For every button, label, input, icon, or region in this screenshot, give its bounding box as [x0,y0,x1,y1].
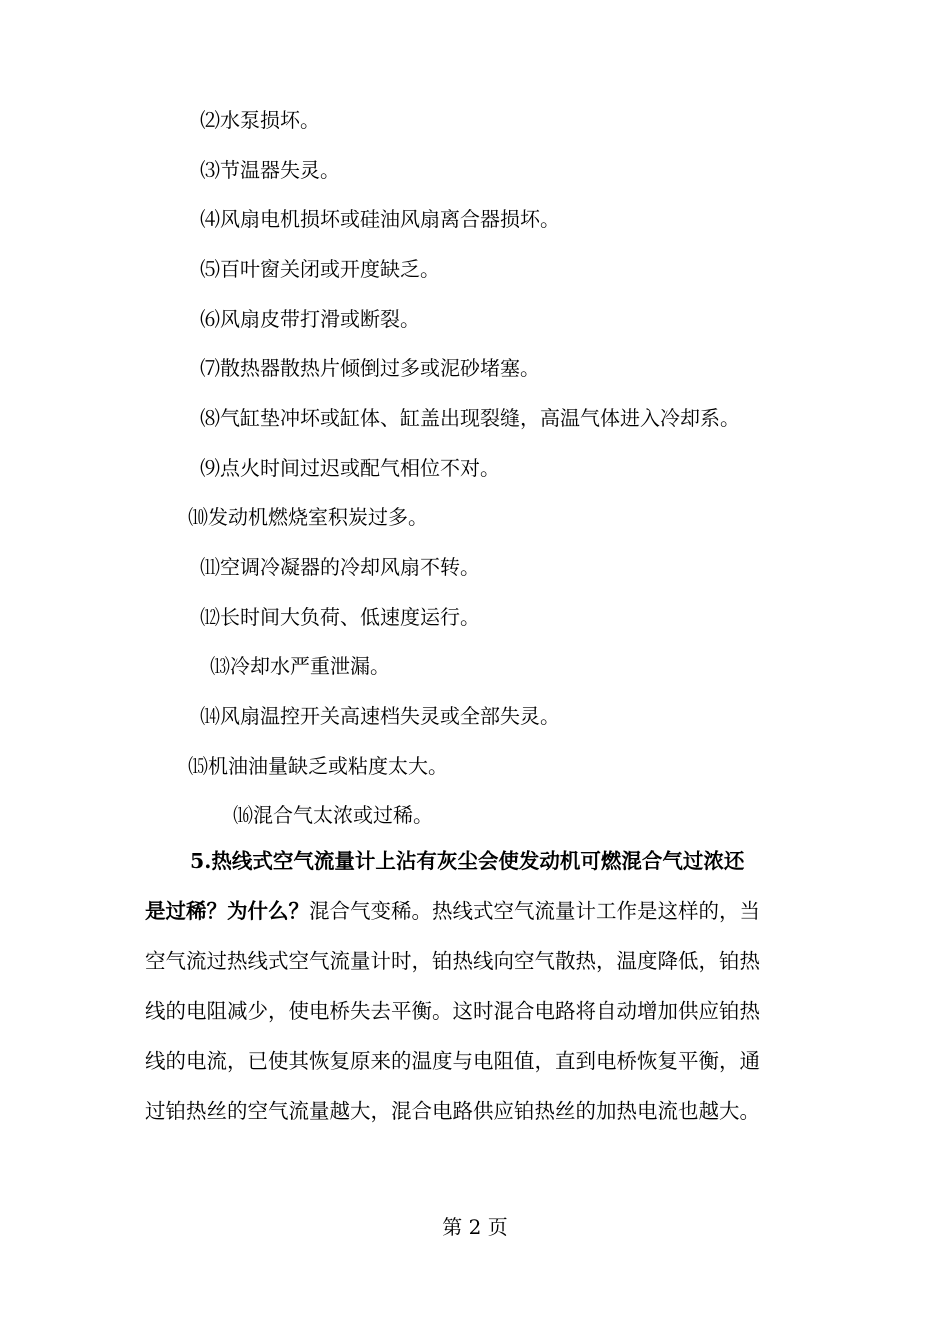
list-item-5: ⑸百叶窗关闭或开度缺乏。 [200,257,440,281]
list-item-8: ⑻气缸垫冲坏或缸体、缸盖出现裂缝，高温气体进入冷却系。 [200,406,740,430]
question-heading-end: 是过稀？为什么？ [145,899,309,923]
answer-line-5: 线的电流，已使其恢复原来的温度与电阻值，直到电桥恢复平衡，通 [145,1049,760,1073]
list-item-7: ⑺散热器散热片倾倒过多或泥砂堵塞。 [200,356,540,380]
answer-start: 混合气变稀。热线式空气流量计工作是这样的，当 [309,899,760,923]
list-item-6: ⑹风扇皮带打滑或断裂。 [200,307,420,331]
page-number: 第 2 页 [442,1215,508,1239]
list-item-3: ⑶节温器失灵。 [200,158,340,182]
question-heading: 5.热线式空气流量计上沾有灰尘会使发动机可燃混合气过浓还 [190,849,745,873]
answer-line-6: 过铂热丝的空气流量越大，混合电路供应铂热丝的加热电流也越大。 [145,1099,760,1123]
list-item-2: ⑵水泵损坏。 [200,108,320,132]
list-item-15: ⒂机油油量缺乏或粘度太大。 [188,754,448,778]
question-line-2 [145,886,825,936]
list-item-4: ⑷风扇电机损坏或硅油风扇离合器损坏。 [200,207,560,231]
list-item-9: ⑼点火时间过迟或配气相位不对。 [200,456,500,480]
list-item-14: ⒁风扇温控开关高速档失灵或全部失灵。 [200,704,560,728]
answer-line-4: 线的电阻减少，使电桥失去平衡。这时混合电路将自动增加供应铂热 [145,999,760,1023]
list-item-16: ⒃混合气太浓或过稀。 [233,803,433,827]
question-paragraph [145,836,825,1136]
answer-line-3: 空气流过热线式空气流量计时，铂热线向空气散热，温度降低，铂热 [145,949,760,973]
list-item-13: ⒀冷却水严重泄漏。 [210,654,390,678]
question-line-1 [145,836,825,886]
list-item-11: ⑾空调冷凝器的冷却风扇不转。 [200,555,480,579]
list-item-12: ⑿长时间大负荷、低速度运行。 [200,605,480,629]
list-item-10: ⑽发动机燃烧室积炭过多。 [188,505,428,529]
